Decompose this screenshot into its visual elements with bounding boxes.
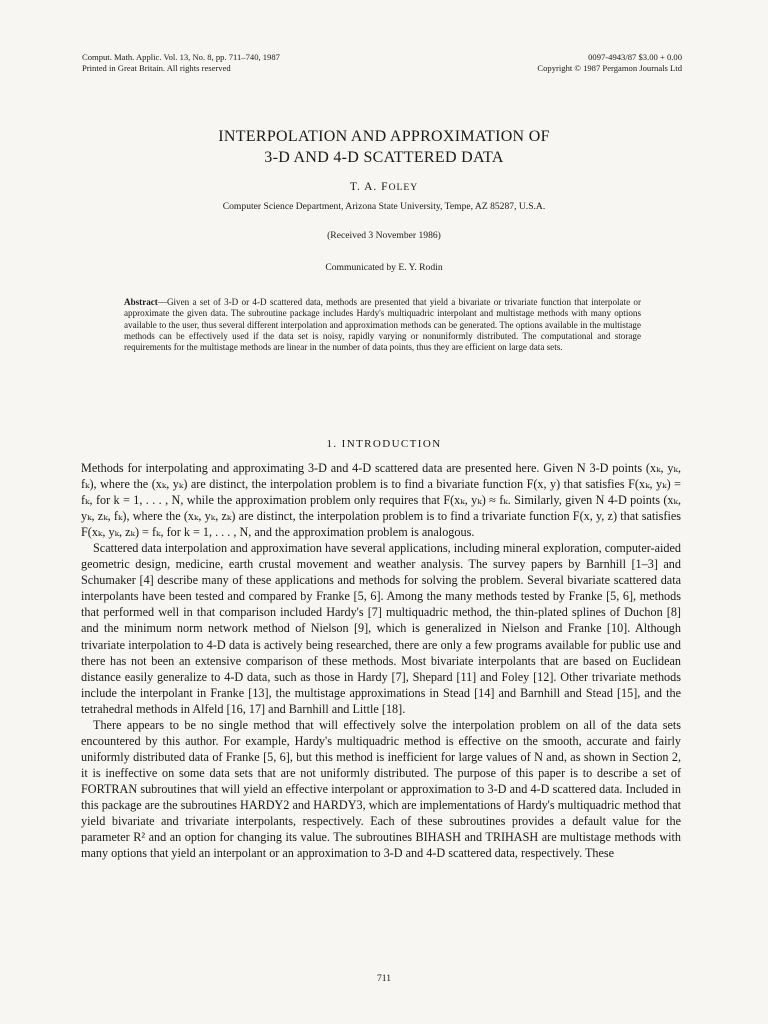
paragraph-2: Scattered data interpolation and approximation have several applications, including mineral exploration, computer-aided geometric design, medicine, earth crustal movement and weather analysis. The survey papers by Barnhill [1–3] and Schumaker [4] describe many of these applications and methods for solving the problem. Several bivariate scattered data interpolants have been tested and compared by Franke [5, 6]. Among the many methods tested by Franke [5, 6], methods that performed well in that comparison included Hardy's [7] multiquadric method, the thin-plated splines of Duchon [8] and the minimum norm network method of Nielson [9], which is generalized in Nielson and Franke [10]. Although trivariate interpolation to 4-D data is actively being researched, there are only a few programs available for public use and there has not been an extensive comparison of these methods. Most bivariate interpolants that are based on Euclidean distance easily generalize to 4-D data, such as those in Hardy [7], Shepard [11] and Foley [12]. Other trivariate methods include the interpolant in Franke [13], the multistage approximations in Stead [14] and Barnhill and Stead [15], and the tetrahedral methods in Alfeld [16, 17] and Barnhill and Little [18]. — [81, 541, 681, 716]
paragraph-3: There appears to be no single method that will effectively solve the interpolation problem on all of the data sets encountered by this author. For example, Hardy's multiquadric method is effective on the smooth, accurate and fairly uniformly distributed data of Franke [5, 6], but this method is inefficient for large values of N and, as shown in Section 2, it is ineffective on some data sets that are not uniformly distributed. The purpose of this paper is to describe a set of FORTRAN subroutines that will yield an effective interpolant or approximation to 3-D and 4-D scattered data. Included in this package are the subroutines HARDY2 and HARDY3, which are implementations of Hardy's multiquadric method that yield bivariate and trivariate interpolants, respectively. Each of these subroutines provides a default value for the parameter R² and an option for changing its value. The subroutines BIHASH and TRIHASH are multistage methods with many options that yield an interpolant or an approximation to 3-D and 4-D scattered data, respectively. These — [81, 717, 681, 861]
section-heading: 1. INTRODUCTION — [326, 438, 442, 450]
journal-citation — [82, 52, 280, 74]
copyright-line: Copyright © 1987 Pergamon Journals Ltd — [537, 63, 682, 73]
page-number: 711 — [376, 973, 392, 984]
printed-line: Printed in Great Britain. All rights reserved — [82, 63, 231, 73]
author-surname-smallcaps: OLEY — [388, 182, 419, 193]
communicated-by: Communicated by E. Y. Rodin — [325, 262, 443, 273]
copyright-block — [537, 52, 682, 74]
abstract-label: Abstract — [124, 297, 158, 307]
paragraph-1: Methods for interpolating and approximating 3-D and 4-D scattered data are presented here. Given N 3-D points (xₖ, yₖ, fₖ), where the (xₖ, yₖ) are distinct, the interpolation problem is to find a bivariate function F(x, y) that satisfies F(xₖ, yₖ) = fₖ, for k = 1, . . . , N, while the approximation problem only requires that F(xₖ, yₖ) ≈ fₖ. Similarly, given N 4-D points (xₖ, yₖ, zₖ, fₖ), where the (xₖ, yₖ, zₖ) are distinct, the interpolation problem is to find a trivariate function F(x, y, z) that satisfies F(xₖ, yₖ, zₖ) = fₖ, for k = 1, . . . , N, and the approximation problem is analogous. — [81, 461, 681, 540]
title-line-1: INTERPOLATION AND APPROXIMATION OF — [218, 128, 550, 145]
received-date: (Received 3 November 1986) — [327, 230, 441, 241]
abstract — [124, 297, 641, 353]
author-name — [0, 181, 768, 193]
body-text — [81, 460, 681, 861]
title-line-2: 3-D AND 4-D SCATTERED DATA — [264, 149, 504, 166]
author-affiliation: Computer Science Department, Arizona State University, Tempe, AZ 85287, U.S.A. — [222, 201, 546, 212]
issn-line: 0097-4943/87 $3.00 + 0.00 — [588, 52, 682, 62]
journal-line: Comput. Math. Applic. Vol. 13, No. 8, pp. 711–740, 1987 — [82, 52, 280, 62]
paper-title — [0, 126, 768, 168]
author-initials: T. A. F — [349, 181, 389, 193]
abstract-text: —Given a set of 3-D or 4-D scattered data, methods are presented that yield a bivariate or trivariate function that interpolate or approximate the given data. The subroutine package includes Hardy's multiquadric interpolant and multistage methods with many options available to the user, thus several different interpolation and approximation methods can be generated. The options available in the multistage methods can be effectively used if the data set is noisy, rapidly varying or nonuniformly distributed. The computational and storage requirements for the multistage methods are linear in the number of data points, thus they are efficient on large data sets. — [124, 297, 641, 353]
